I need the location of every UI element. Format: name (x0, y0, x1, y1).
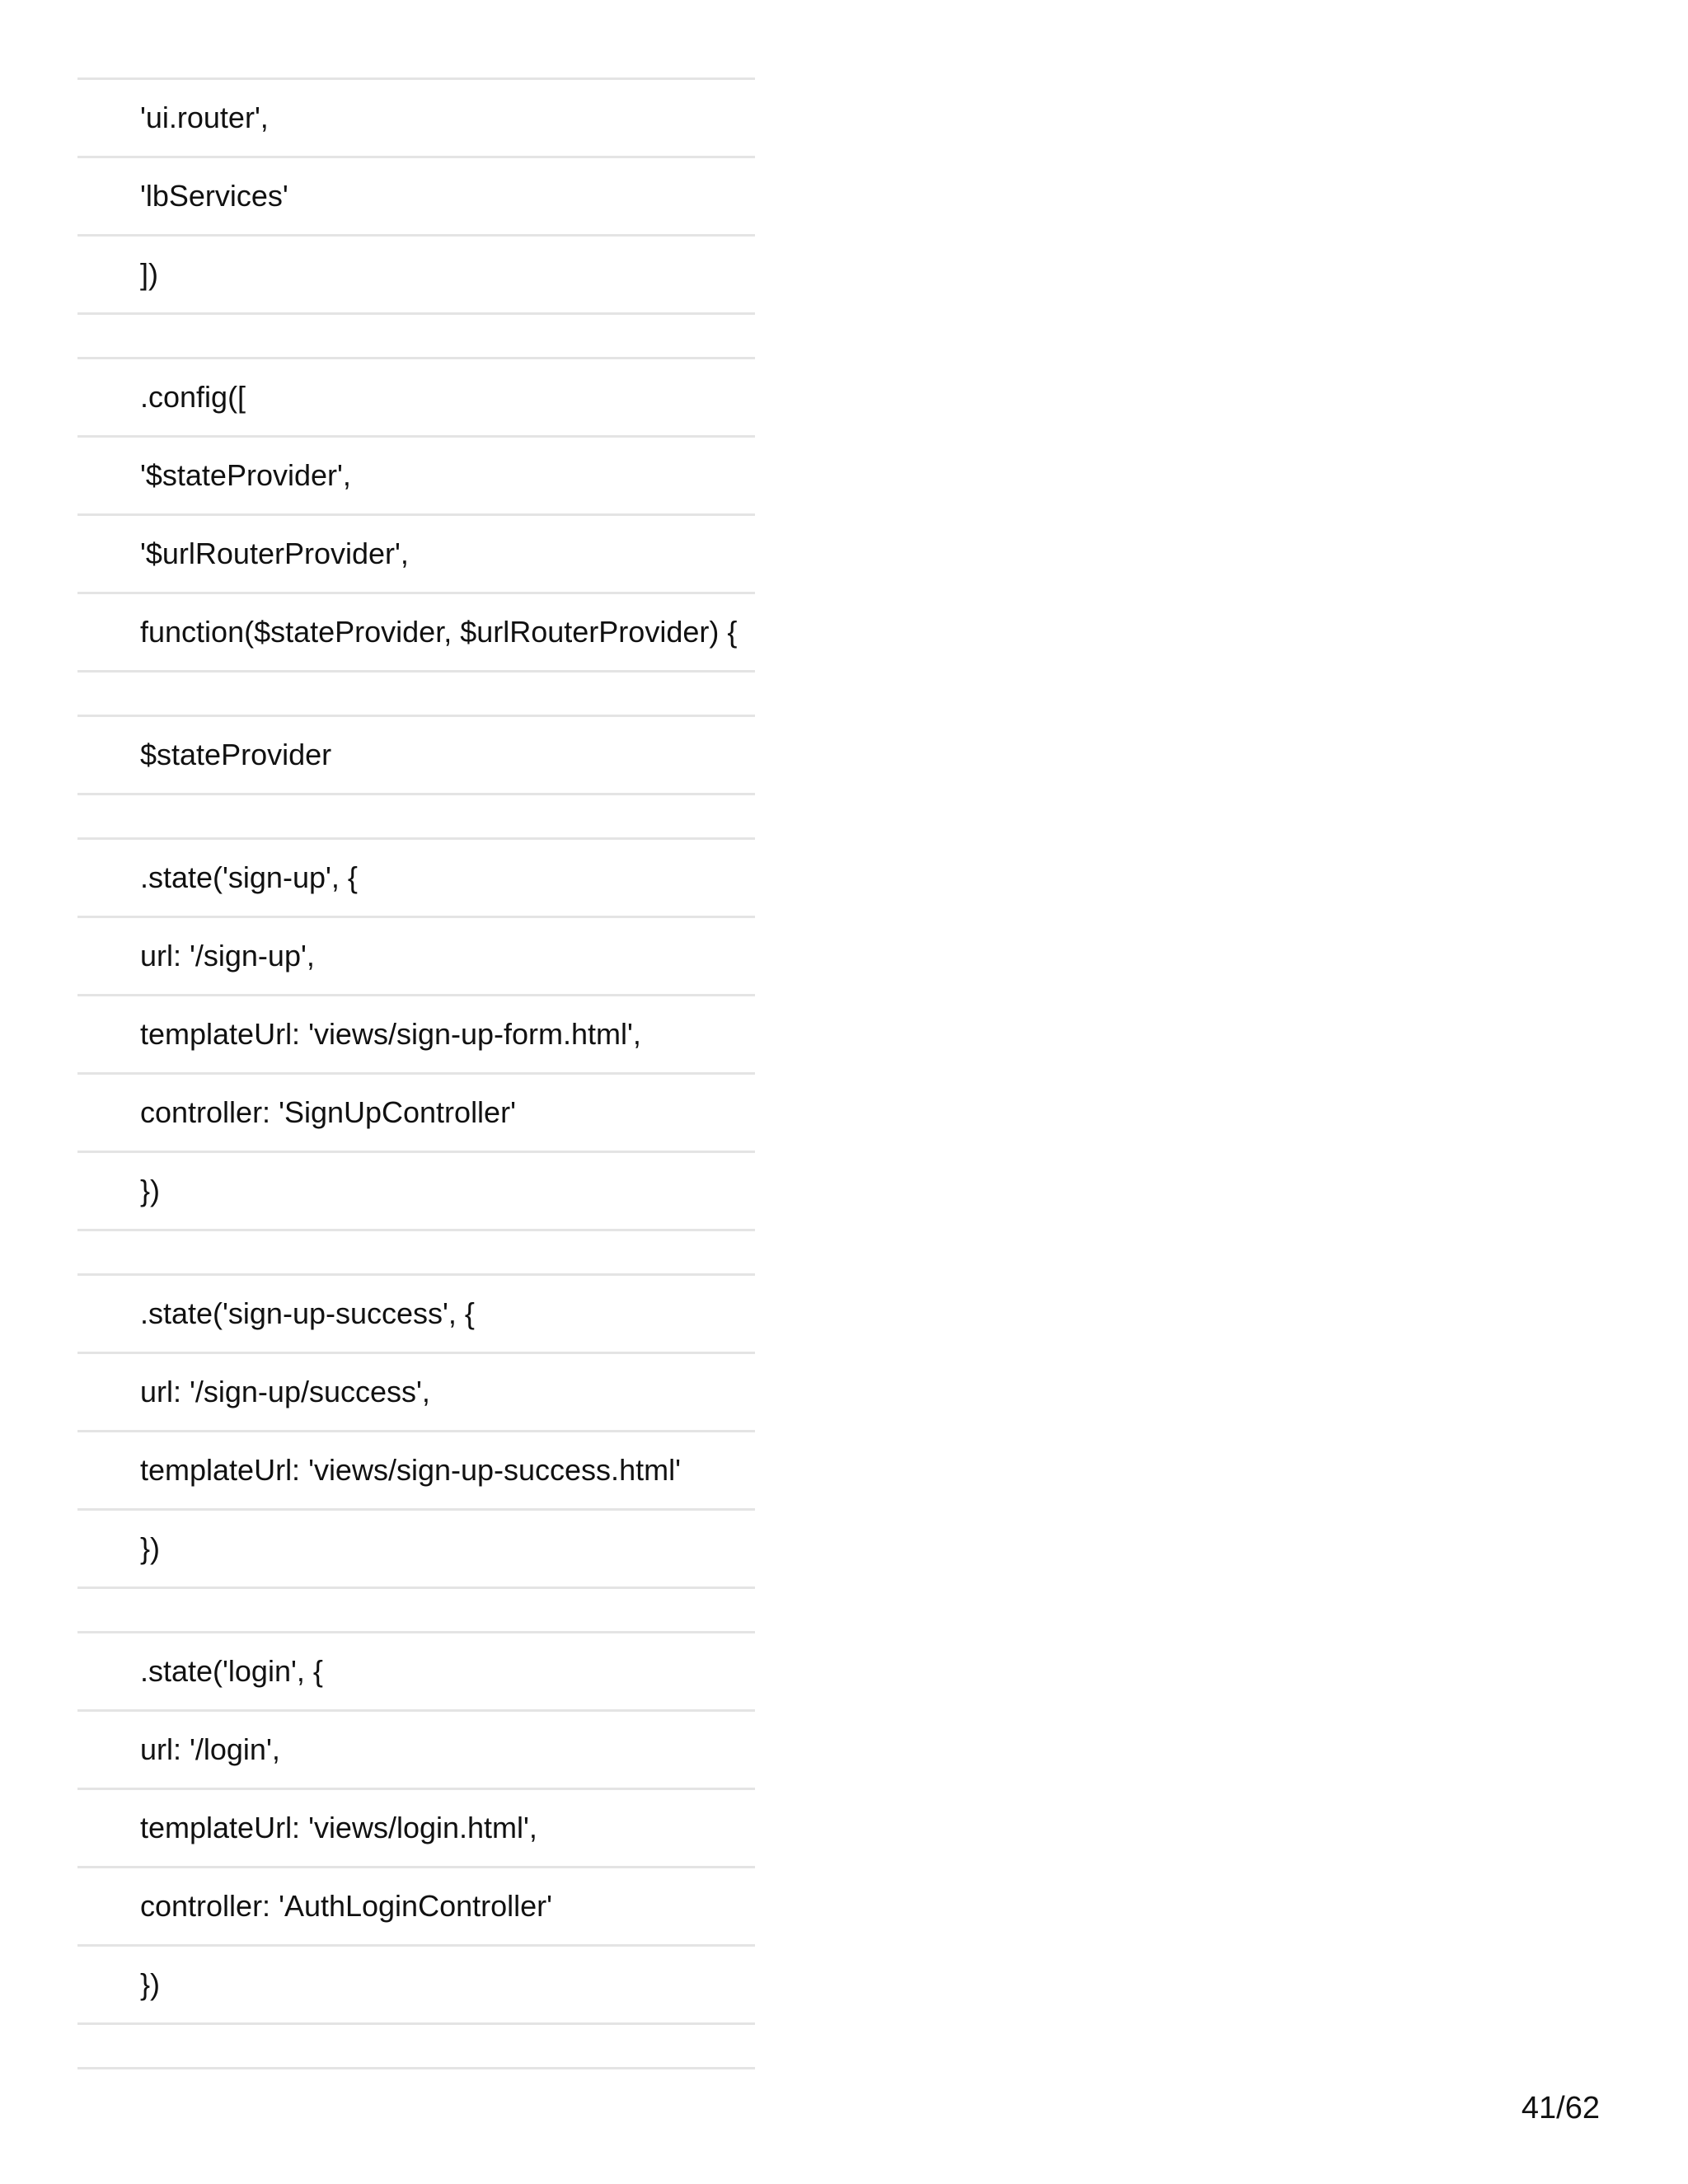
code-line: .state('sign-up-success', { (77, 1276, 755, 1354)
blank-row (77, 795, 755, 840)
code-line: 'lbServices' (77, 158, 755, 237)
code-line: '$stateProvider', (77, 438, 755, 516)
code-line: .config([ (77, 359, 755, 438)
code-line: 'ui.router', (77, 80, 755, 158)
code-line: controller: 'SignUpController' (77, 1075, 755, 1153)
code-line: '$urlRouterProvider', (77, 516, 755, 594)
code-line: templateUrl: 'views/sign-up-success.html' (77, 1432, 755, 1511)
blank-row (77, 1231, 755, 1276)
code-table (77, 77, 755, 2069)
code-line: url: '/login', (77, 1712, 755, 1790)
code-line: templateUrl: 'views/sign-up-form.html', (77, 996, 755, 1075)
code-line: url: '/sign-up/success', (77, 1354, 755, 1432)
code-line: ]) (77, 237, 755, 315)
code-line: controller: 'AuthLoginController' (77, 1868, 755, 1947)
code-line: url: '/sign-up', (77, 918, 755, 996)
code-line: function($stateProvider, $urlRouterProvider) { (77, 594, 755, 673)
code-line: }) (77, 1947, 755, 2025)
blank-row (77, 1589, 755, 1633)
page-number: 41/62 (1521, 2091, 1600, 2125)
code-line: .state('sign-up', { (77, 840, 755, 918)
code-line: .state('login', { (77, 1633, 755, 1712)
code-line: templateUrl: 'views/login.html', (77, 1790, 755, 1868)
code-line: $stateProvider (77, 717, 755, 795)
blank-row (77, 673, 755, 717)
code-line: }) (77, 1511, 755, 1589)
blank-row (77, 315, 755, 359)
code-line: }) (77, 1153, 755, 1231)
blank-row (77, 2025, 755, 2069)
